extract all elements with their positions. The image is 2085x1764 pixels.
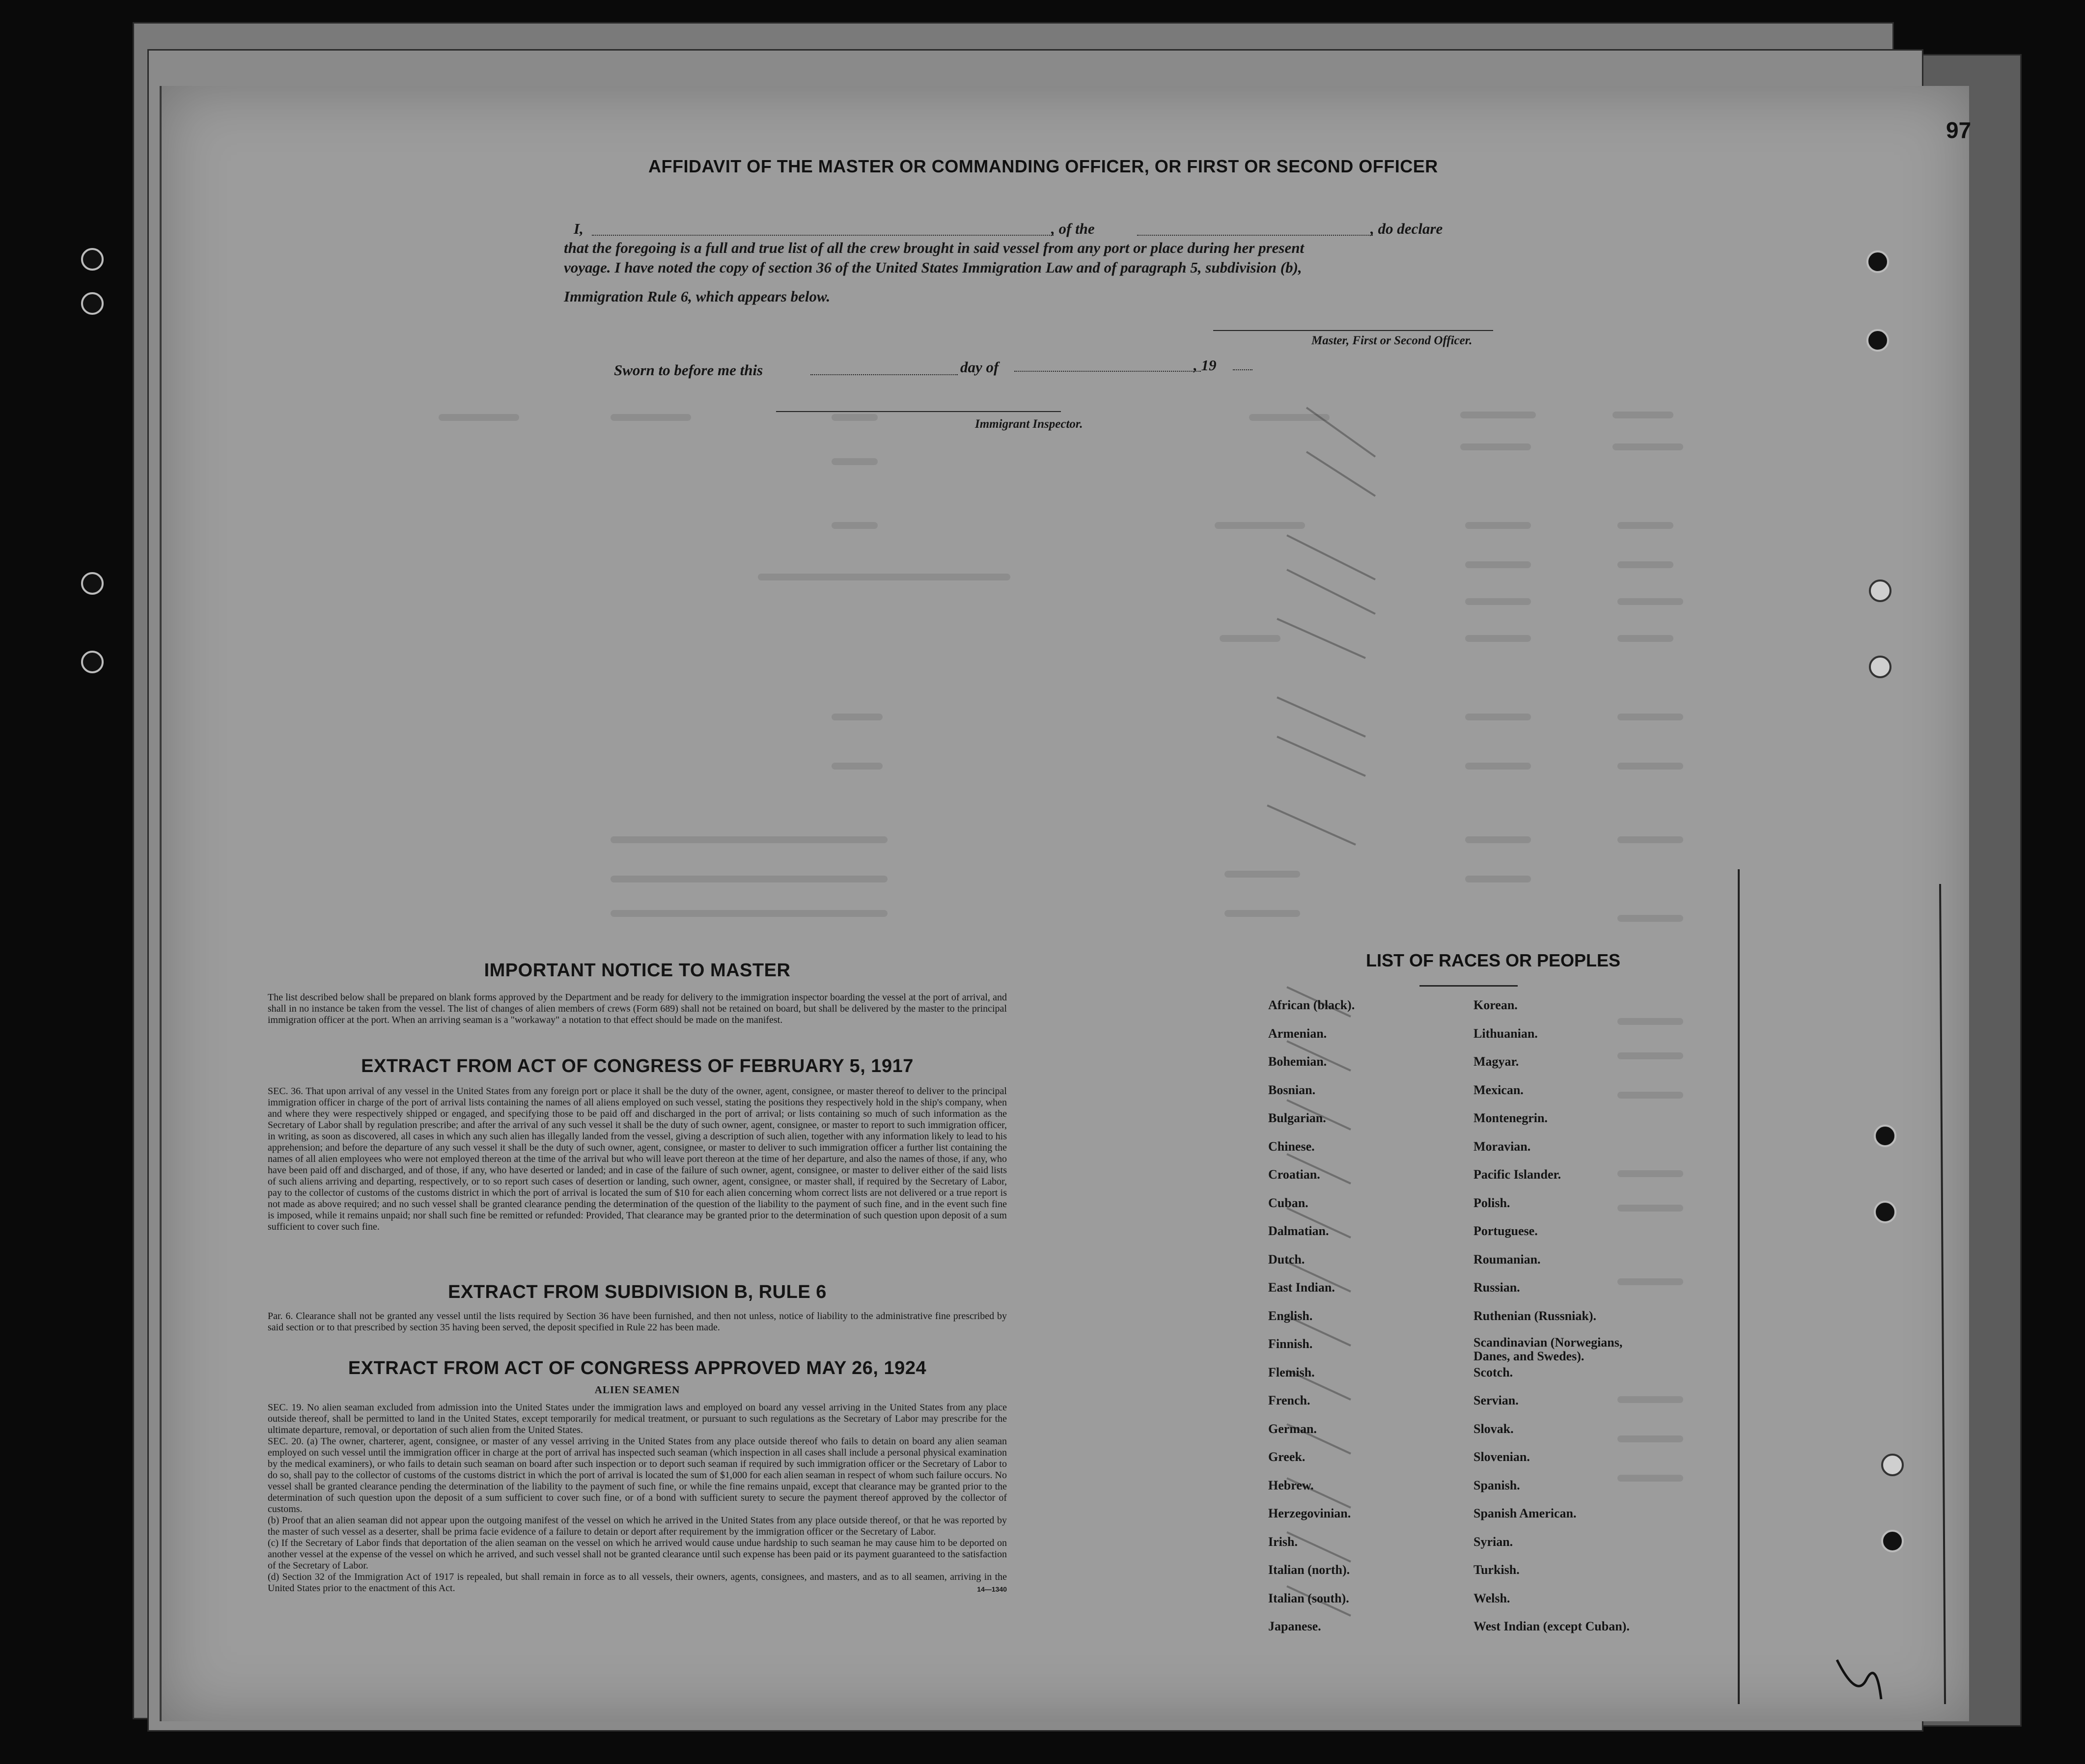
race-item: Portuguese.	[1473, 1224, 1538, 1238]
race-item: Lithuanian.	[1473, 1026, 1538, 1041]
name-blank-line	[592, 235, 1054, 236]
inspector-signature-label: Immigrant Inspector.	[975, 417, 1083, 431]
races-column-2	[1473, 997, 1655, 1647]
extract-1924-section	[268, 1358, 1007, 1593]
race-item: Herzegovinian.	[1268, 1506, 1351, 1520]
race-item: Dutch.	[1268, 1252, 1305, 1267]
race-item: Mexican.	[1473, 1082, 1524, 1097]
sworn-year: , 19	[1194, 357, 1217, 374]
extract-1924-sec20b: (b) Proof that an alien seaman did not appear upon the outgoing manifest of the vessel on which he arrived in the United States from any place outside thereof, or that he was reported by the master of such vessel as a deserter, shall be prima facie evidence of a failure to detain or deport after requirement by the immigration officer or the Secretary of Labor.	[268, 1515, 1007, 1537]
inspector-signature-line	[776, 411, 1061, 412]
races-title-rule	[1419, 985, 1518, 987]
race-item: Finnish.	[1268, 1337, 1313, 1351]
race-item: Slovak.	[1473, 1421, 1514, 1436]
extract-1924-sec20d: (d) Section 32 of the Immigration Act of 1917 is repealed, but shall remain in force as to all vessels, their owners, agents, consignees, and masters, and as to all seamen, arriving in the United States prior to the enactment of this Act.	[268, 1571, 1007, 1594]
race-item: Scandinavian (Norwegians, Danes, and Swedes).	[1473, 1335, 1623, 1363]
extract-1917-section	[268, 1056, 1007, 1233]
race-item: Hebrew.	[1268, 1478, 1314, 1492]
race-item: Servian.	[1473, 1393, 1519, 1407]
race-item: West Indian (except Cuban).	[1473, 1619, 1630, 1633]
master-signature-line	[1213, 330, 1493, 331]
race-item: Greek.	[1268, 1450, 1306, 1464]
sworn-day-of: day of	[960, 358, 999, 376]
master-signature-label: Master, First or Second Officer.	[1311, 334, 1473, 347]
race-item: Spanish.	[1473, 1478, 1520, 1492]
race-item: Slovenian.	[1473, 1450, 1530, 1464]
sworn-date-line	[810, 374, 958, 375]
extract-1917-text: SEC. 36. That upon arrival of any vessel in the United States from any foreign port or place it shall be the duty of the owner, agent, consignee, or master thereof to deliver to the principal immigration officer in charge of the port of arrival lists containing the names of all aliens employed on such vessel, stating the positions they respectively hold in the ship's company, when and where they were respectively shipped or engaged, and specifying those to be paid off and discharged in the port of arrival; or lists containing so much of such information as the Secretary of Labor shall by regulation prescribe; and after the arrival of any such vessel it shall be the duty of such owner, agent, consignee, or master to report to such immigration officer, in writing, as soon as discovered, all cases in which any such alien has illegally landed from the vessel, giving a description of such alien, together with any information likely to lead to his apprehension; and before the departure of any such vessel it shall be the duty of such owner, agent, consignee, or master to deliver to such immigration officer a further list containing the names of all alien employees who were not employed thereon at the time of the arrival but who will leave port thereon at the time of her departure, and also the names of those, if any, who have been paid off and discharged, and of those, if any, who have deserted or landed; and in case of the failure of such owner, agent, consignee, or master to deliver either of the said lists of such aliens arriving and departing, respectively, or to so report such cases of desertion or landing, such owner, agent, consignee, or master shall, if required by the Secretary of Labor, pay to the collector of customs of the customs district in which the port of arrival is located the sum of $10 for each alien concerning whom correct lists are not delivered or a true report is not made as above required; and no such vessel shall be granted clearance pending the determination of the question of the liability to the payment of such fine, and in the event such fine is imposed, while it remains unpaid; nor shall such fine be remitted or refunded: Provided, That clearance may be granted prior to the determination of such question upon deposit of a sum sufficient to cover such fine.	[268, 1086, 1007, 1232]
race-item: Irish.	[1268, 1534, 1298, 1549]
race-item: Bosnian.	[1268, 1082, 1316, 1097]
race-item: French.	[1268, 1393, 1310, 1407]
race-item: Armenian.	[1268, 1026, 1327, 1041]
race-item: East Indian.	[1268, 1280, 1335, 1295]
race-item: Korean.	[1473, 998, 1518, 1012]
races-title: LIST OF RACES OR PEOPLES	[1365, 950, 1621, 970]
race-item: Cuban.	[1268, 1195, 1308, 1210]
extract-1924-title: EXTRACT FROM ACT OF CONGRESS APPROVED MAY 26, 1924	[348, 1358, 927, 1378]
race-item: Spanish American.	[1473, 1506, 1577, 1520]
race-item: Turkish.	[1473, 1563, 1520, 1577]
notice-title: IMPORTANT NOTICE TO MASTER	[484, 960, 791, 981]
extract-1924-sec20a: SEC. 20. (a) The owner, charterer, agent, consignee, or master of any vessel arriving in the United States from any place outside thereof who fails to detain on board any alien seaman employed on such vessel until the immigration officer in charge at the port of arrival has inspected such seaman (which inspection in all cases shall include a personal physical examination by the medical examiners), or who fails to detain such seaman on board after such inspection or to deport such seaman if required by such immigration officer or the Secretary of Labor to do so, shall pay to the collector of customs of the customs district in which the port of arrival is located the sum of $1,000 for each alien seaman in respect of whom such failure occurs. No vessel shall be granted clearance pending the determination of the liability to the payment of such fine, or while the fine remains unpaid, except that clearance may be granted prior to the determination of such question upon the deposit of a sum sufficient to cover such fine, or of a bond with sufficient surety to secure the payment thereof approved by the collector of customs.	[268, 1436, 1007, 1515]
race-item: Ruthenian (Russniak).	[1473, 1308, 1596, 1323]
affidavit-do-declare: , do declare	[1370, 220, 1443, 237]
sworn-prefix: Sworn to before me this	[614, 361, 763, 379]
race-item: Syrian.	[1473, 1534, 1513, 1549]
race-item: Moravian.	[1473, 1139, 1531, 1154]
vessel-blank-line	[1137, 235, 1373, 236]
race-item: Scotch.	[1473, 1365, 1513, 1379]
race-item: African (black).	[1268, 998, 1355, 1012]
race-item: English.	[1268, 1308, 1313, 1323]
extract-rule6-title: EXTRACT FROM SUBDIVISION B, RULE 6	[448, 1282, 827, 1302]
notice-text: The list described below shall be prepared on blank forms approved by the Department and be ready for delivery to the immigration inspector boarding the vessel at the port of arrival, and shall in no instance be taken from the vessel. The list of changes of alien members of crews (Form 689) shall not be retained on board, but shall be delivered by the master to the principal immigration officer at the port. When an arriving seaman is a "workaway" a notation to that effect should be made on the manifest.	[268, 992, 1007, 1025]
race-item: Chinese.	[1268, 1139, 1315, 1154]
sworn-month-line	[1014, 371, 1201, 372]
extract-rule6-text: Par. 6. Clearance shall not be granted any vessel until the lists required by Section 36 have been furnished, and then not unless, notice of liability to the administrative fine prescribed by said section or to that prescribed by section 35 having been served, the deposit specified in Rule 22 has been made.	[268, 1311, 1007, 1333]
race-item: Welsh.	[1473, 1591, 1510, 1605]
extract-1924-sec20c: (c) If the Secretary of Labor finds that deportation of the alien seaman on the vessel on which he arrived would cause undue hardship to such seaman he may cause him to be deported on another vessel at the expense of the vessel on which he arrived, and such vessel shall not be granted clearance until such expense has been paid or its payment guaranteed to the satisfaction of the Secretary of Labor.	[268, 1538, 1007, 1571]
race-item: Italian (south).	[1268, 1591, 1349, 1605]
race-item: Russian.	[1473, 1280, 1520, 1295]
race-item: Bohemian.	[1268, 1054, 1327, 1069]
extract-1924-subtitle: ALIEN SEAMEN	[594, 1384, 680, 1396]
extract-rule6-section	[268, 1282, 1007, 1333]
race-item: Polish.	[1473, 1195, 1510, 1210]
affidavit-i: I,	[574, 220, 584, 237]
affidavit-title: AFFIDAVIT OF THE MASTER OR COMMANDING OFFICER, OR FIRST OR SECOND OFFICER	[648, 156, 1438, 176]
affidavit-line-3: voyage. I have noted the copy of section 36 of the United States Immigration Law and of paragraph 5, subdivision (b),	[564, 259, 1302, 276]
race-item: Italian (north).	[1268, 1563, 1350, 1577]
extract-1924-sec19: SEC. 19. No alien seaman excluded from admission into the United States under the immigration laws and employed on board any vessel arriving in the United States from any place outside thereof, shall be permitted to land in the United States, except temporarily for medical treatment, or pursuant to such regulations as the Secretary of Labor may prescribe for the ultimate departure, removal, or deportation of such alien from the United States.	[268, 1402, 1007, 1435]
race-item: Flemish.	[1268, 1365, 1315, 1379]
race-item: Dalmatian.	[1268, 1224, 1329, 1238]
extract-1917-title: EXTRACT FROM ACT OF CONGRESS OF FEBRUARY 5, 1917	[361, 1056, 914, 1076]
sworn-year-line	[1233, 369, 1252, 370]
affidavit-line-4: Immigration Rule 6, which appears below.	[564, 288, 831, 305]
race-item: Montenegrin.	[1473, 1111, 1548, 1125]
race-item: Bulgarian.	[1268, 1111, 1326, 1125]
form-code: 14—1340	[977, 1585, 1007, 1593]
affidavit-of-the: , of the	[1051, 220, 1095, 237]
notice-section	[268, 960, 1007, 1026]
page-number: 97	[1946, 117, 1972, 143]
race-item: Pacific Islander.	[1473, 1167, 1561, 1182]
race-item: Magyar.	[1473, 1054, 1519, 1069]
race-item: Roumanian.	[1473, 1252, 1541, 1267]
affidavit-line-2: that the foregoing is a full and true list of all the crew brought in said vessel from any port or place during her present	[564, 239, 1305, 256]
race-item: German.	[1268, 1421, 1317, 1436]
race-item: Croatian.	[1268, 1167, 1320, 1182]
race-item: Japanese.	[1268, 1619, 1321, 1633]
races-column-1	[1268, 997, 1355, 1647]
